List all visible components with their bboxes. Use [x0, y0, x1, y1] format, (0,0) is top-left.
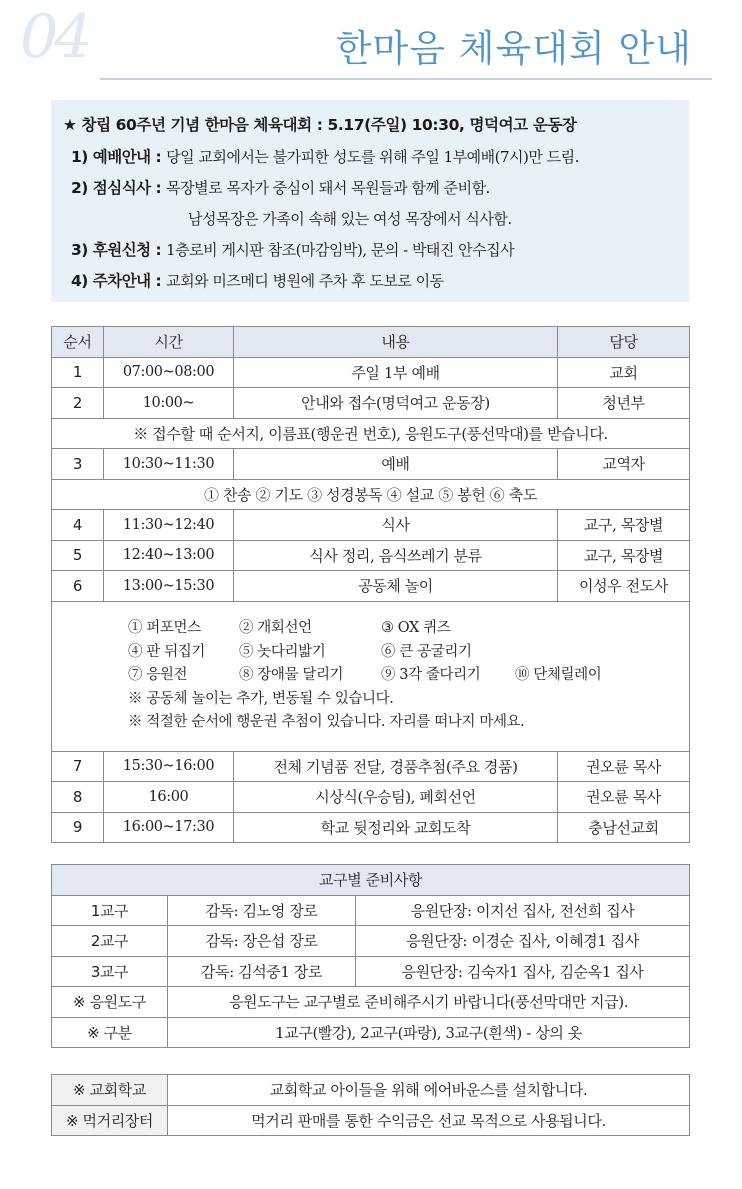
district-cheer-leader: 응원단장: 김숙자1 집사, 김순옥1 집사: [356, 956, 690, 987]
row-time: 16:00: [104, 782, 234, 813]
extra-label: ※ 먹거리장터: [52, 1105, 168, 1136]
worship-info: [63, 142, 689, 173]
game-item: ⑩ 단체릴레이: [515, 667, 602, 684]
game-item: ⑦ 응원전: [128, 667, 188, 684]
game-item: ① 퍼포먼스: [128, 620, 201, 637]
event-summary-box: [51, 100, 689, 302]
games-note: ※ 적절한 순서에 행운권 추첨이 있습니다. 자리를 떠나지 마세요.: [128, 714, 525, 731]
row-time: 11:30~12:40: [104, 510, 234, 541]
lunch-info-continued: [63, 204, 689, 235]
table-row: [52, 1105, 690, 1136]
game-item: ⑧ 장애물 달리기: [239, 667, 344, 684]
row-content: 식사 정리, 음식쓰레기 분류: [234, 540, 558, 571]
game-item: ③ OX 퀴즈: [381, 620, 451, 637]
row-person: 이성우 전도사: [558, 571, 690, 602]
page-number: 04: [20, 2, 89, 72]
table-row: [52, 571, 690, 602]
district-name: 2교구: [52, 926, 168, 957]
row-content: 학교 뒷정리와 교회도착: [234, 812, 558, 843]
row-order: 4: [52, 510, 104, 541]
row-order: 9: [52, 812, 104, 843]
district-director: 감독: 장은섭 장로: [168, 926, 356, 957]
note-label: ※ 응원도구: [52, 987, 168, 1018]
parking-info-text: 교회와 미즈메디 병원에 주차 후 도보로 이동: [166, 272, 444, 290]
row-person: 교역자: [558, 449, 690, 480]
row-person: 권오륜 목사: [558, 751, 690, 782]
table-row: [52, 782, 690, 813]
row-person: 충남선교회: [558, 812, 690, 843]
game-item: ④ 판 뒤집기: [128, 643, 205, 660]
row-content: 예배: [234, 449, 558, 480]
table-row: [52, 388, 690, 419]
extra-info-table: [51, 1074, 690, 1136]
extra-label: ※ 교회학교: [52, 1075, 168, 1106]
lunch-info-text: 목장별로 목자가 중심이 돼서 목원들과 함께 준비함.: [166, 179, 490, 197]
table-note-row: [52, 418, 690, 449]
table-row: [52, 812, 690, 843]
note-text: 응원도구는 교구별로 준비해주시기 바랍니다(풍선막대만 지급).: [168, 987, 690, 1018]
row-person: 권오륜 목사: [558, 782, 690, 813]
row-order: 1: [52, 357, 104, 388]
district-director: 감독: 김석중1 장로: [168, 956, 356, 987]
games-line: [128, 664, 689, 688]
games-line: [128, 641, 689, 665]
table-row: [52, 357, 690, 388]
registration-note: ※ 접수할 때 순서지, 이름표(행운권 번호), 응원도구(풍선막대)를 받습니다.: [52, 418, 690, 449]
table-row: [52, 1075, 690, 1106]
col-header-time: 시간: [104, 327, 234, 358]
schedule-table: [51, 326, 690, 843]
district-name: 3교구: [52, 956, 168, 987]
district-name: 1교구: [52, 895, 168, 926]
game-item: ⑨ 3각 줄다리기: [381, 667, 481, 684]
row-person: 교회: [558, 357, 690, 388]
district-cheer-leader: 응원단장: 이지선 집사, 전선희 집사: [356, 895, 690, 926]
row-time: 10:00~: [104, 388, 234, 419]
table-row: [52, 956, 690, 987]
row-person: 청년부: [558, 388, 690, 419]
row-content: 공동체 놀이: [234, 571, 558, 602]
lunch-info-label: 2) 점심식사 :: [71, 179, 167, 197]
row-time: 12:40~13:00: [104, 540, 234, 571]
game-item: ⑤ 놋다리밟기: [239, 643, 326, 660]
col-header-order: 순서: [52, 327, 104, 358]
row-content: 주일 1부 예배: [234, 357, 558, 388]
extra-text: 먹거리 판매를 통한 수익금은 선교 목적으로 사용됩니다.: [168, 1105, 690, 1136]
game-item: ② 개회선언: [239, 620, 312, 637]
lunch-info-text-2: 남성목장은 가족이 속해 있는 여성 목장에서 식사함.: [188, 210, 512, 228]
row-order: 6: [52, 571, 104, 602]
prep-header-row: [52, 865, 690, 896]
row-content: 식사: [234, 510, 558, 541]
col-header-person: 담당: [558, 327, 690, 358]
page-title: 한마음 체육대회 안내: [335, 27, 692, 70]
row-time: 07:00~08:00: [104, 357, 234, 388]
note-text: 1교구(빨강), 2교구(파랑), 3교구(흰색) - 상의 옷: [168, 1017, 690, 1048]
table-row: [52, 1017, 690, 1048]
table-row: [52, 449, 690, 480]
district-director: 감독: 김노영 장로: [168, 895, 356, 926]
games-note: ※ 공동체 놀이는 추가, 변동될 수 있습니다.: [128, 690, 394, 707]
table-row: [52, 510, 690, 541]
prep-title: 교구별 준비사항: [52, 865, 690, 896]
district-cheer-leader: 응원단장: 이경순 집사, 이혜경1 집사: [356, 926, 690, 957]
table-row: [52, 987, 690, 1018]
worship-info-label: 1) 예배안내 :: [71, 148, 167, 166]
row-time: 15:30~16:00: [104, 751, 234, 782]
row-content: 시상식(우승팀), 폐회선언: [234, 782, 558, 813]
row-person: 교구, 목장별: [558, 540, 690, 571]
row-order: 3: [52, 449, 104, 480]
row-time: 10:30~11:30: [104, 449, 234, 480]
parking-info: [63, 266, 689, 297]
worship-order-note: ① 찬송 ② 기도 ③ 성경봉독 ④ 설교 ⑤ 봉헌 ⑥ 축도: [52, 479, 690, 510]
table-row: [52, 926, 690, 957]
games-line: [128, 617, 689, 641]
extra-text: 교회학교 아이들을 위해 에어바운스를 설치합니다.: [168, 1075, 690, 1106]
row-person: 교구, 목장별: [558, 510, 690, 541]
row-order: 5: [52, 540, 104, 571]
games-row: [52, 601, 690, 751]
row-time: 13:00~15:30: [104, 571, 234, 602]
row-order: 8: [52, 782, 104, 813]
table-row: [52, 540, 690, 571]
note-label: ※ 구분: [52, 1017, 168, 1048]
district-prep-table: [51, 864, 690, 1048]
title-divider: [100, 78, 712, 80]
col-header-content: 내용: [234, 327, 558, 358]
row-content: 전체 기념품 전달, 경품추첨(주요 경품): [234, 751, 558, 782]
parking-info-label: 4) 주차안내 :: [71, 272, 167, 290]
game-item: ⑥ 큰 공굴리기: [381, 643, 472, 660]
row-order: 7: [52, 751, 104, 782]
games-list: [52, 601, 690, 751]
sponsor-info: [63, 235, 689, 266]
table-row: [52, 751, 690, 782]
worship-info-text: 당일 교회에서는 불가피한 성도를 위해 주일 1부예배(7시)만 드림.: [166, 148, 579, 166]
sponsor-info-label: 3) 후원신청 :: [71, 241, 167, 259]
event-headline: ★ 창립 60주년 기념 한마음 체육대회 : 5.17(주일) 10:30, 명덕여고 운동장: [63, 116, 577, 134]
row-content: 안내와 접수(명덕여고 운동장): [234, 388, 558, 419]
lunch-info: [63, 173, 689, 204]
row-time: 16:00~17:30: [104, 812, 234, 843]
row-order: 2: [52, 388, 104, 419]
schedule-header-row: [52, 327, 690, 358]
sponsor-info-text: 1층로비 게시판 참조(마감임박), 문의 - 박태진 안수집사: [166, 241, 515, 259]
table-note-row: [52, 479, 690, 510]
table-row: [52, 895, 690, 926]
